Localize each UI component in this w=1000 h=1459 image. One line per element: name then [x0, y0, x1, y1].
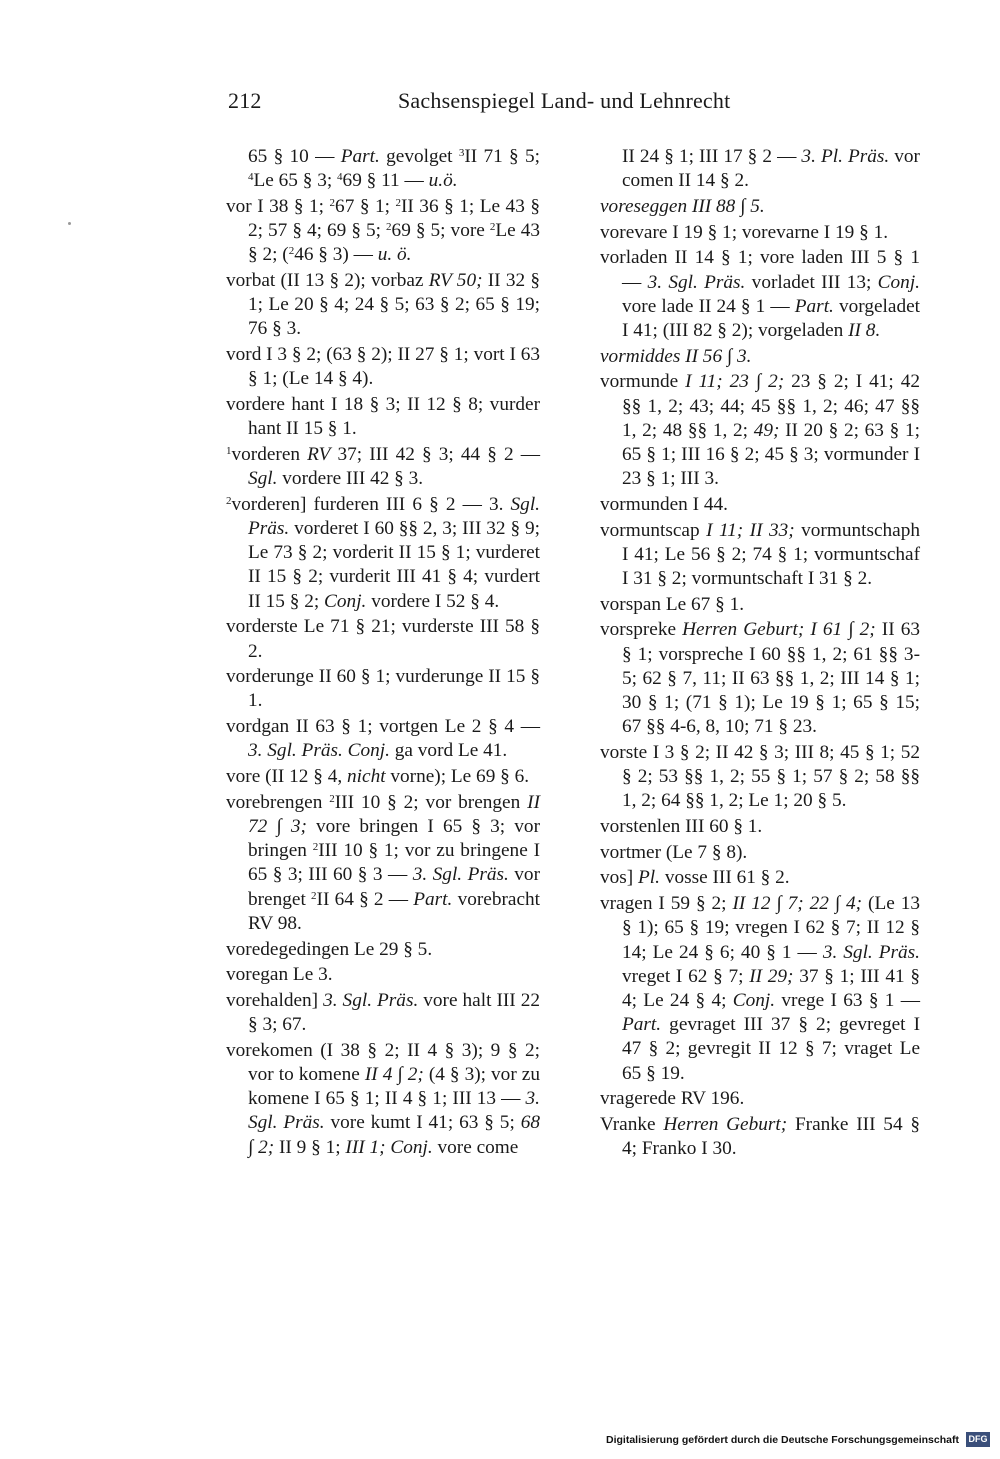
scan-speck — [68, 222, 71, 225]
page-number: 212 — [228, 88, 262, 113]
index-entry: vorbat (II 13 § 2); vorbaz RV 50; II 32 § 1; Le 20 § 4; 24 § 5; 63 § 2; 65 § 19; 76 § 3. — [226, 270, 540, 340]
index-entry: vormunden I 44. — [600, 493, 728, 515]
index-entry: voreseggen III 88 ∫ 5. — [600, 195, 765, 217]
index-entry: vordere hant I 18 § 3; II 12 § 8; vurder hant II 15 § 1. — [226, 394, 540, 440]
index-entry: vorekomen (I 38 § 2; II 4 § 3); 9 § 2; vor to komene II 4 ∫ 2; (4 § 3); vor zu komene I 65 § 1; II 4 § 1; III 13 — 3. Sgl. Präs. vore kumt I 41; 63 § 5; 68 ∫ 2; II 9 § 1; III 1; Conj. vore come — [226, 1039, 540, 1158]
index-entry: vorladen II 14 § 1; vore laden III 5 § 1 — 3. Sgl. Präs. vorladet III 13; Conj. vore lade II 24 § 1 — Part. vorgeladet I 41; (III 82 § 2); vorgeladen II 8. — [600, 247, 920, 341]
index-entry: vormunde I 11; 23 ∫ 2; 23 § 2; I 41; 42 §§ 1, 2; 43; 44; 45 §§ 1, 2; 46; 47 §§ 1, 2; 48 §§ 1, 2; 49; II 20 § 2; 63 § 1; 65 § 1; III 16 § 2; 45 § 3; vormunder I 23 § 1; III 3. — [600, 371, 920, 490]
index-entry: vorebrengen $^2$III 10 § 2; vor brengen II 72 ∫ 3; vore bringen I 65 § 3; vor bringen $^2$III 10 § 1; vor zu bringene I 65 § 3; III 60 § 3 — 3. Sgl. Präs. vor brenget $^2$II 64 § 2 — Part. vorebracht RV 98. — [226, 791, 541, 934]
index-entry: vorevare I 19 § 1; vorevarne I 19 § 1. — [600, 221, 889, 243]
index-entry: vorstenlen III 60 § 1. — [600, 815, 763, 837]
index-entry: vorderste Le 71 § 21; vurderste III 58 § 2. — [226, 616, 540, 662]
index-entry: $^1$vorderen RV 37; III 42 § 3; 44 § 2 — Sgl. vordere III 42 § 3. — [226, 443, 541, 490]
index-entry: voregan Le 3. — [226, 964, 333, 986]
dfg-logo: DFG — [966, 1432, 990, 1447]
digitization-credit: Digitalisierung gefördert durch die Deutsche Forschungsgemeinschaft — [606, 1434, 959, 1446]
index-entry: vragen I 59 § 2; II 12 ∫ 7; 22 ∫ 4; (Le 13 § 1); 65 § 19; vregen I 62 § 7; II 12 § 14; Le 24 § 6; 40 § 1 — 3. Sgl. Präs. vreget I 62 § 7; II 29; 37 § 1; III 41 § 4; Le 24 § 4; Conj. vrege I 63 § 1 — Part. gevraget III 37 § 2; gevreget I 47 § 2; gevregit II 12 § 7; vraget Le 65 § 19. — [600, 893, 920, 1084]
index-entry: vord I 3 § 2; (63 § 2); II 27 § 1; vort I 63 § 1; (Le 14 § 4). — [226, 344, 540, 390]
index-entry: vorste I 3 § 2; II 42 § 3; III 8; 45 § 1; 52 § 2; 53 §§ 1, 2; 55 § 1; 57 § 2; 58 §§ 1, 2; 64 §§ 1, 2; Le 1; 20 § 5. — [600, 741, 920, 812]
index-entry: $^2$vorderen] furderen III 6 § 2 — 3. Sgl. Präs. vorderet I 60 §§ 2, 3; III 32 § 9; Le 73 § 2; vorderit II 15 § 1; vurderet II 15 § 2; vurderit III 41 § 4; vurdert II 15 § 2; Conj. vordere I 52 § 4. — [226, 493, 540, 612]
right-column — [600, 145, 920, 1163]
running-title: Sachsenspiegel Land- und Lehnrecht — [398, 88, 731, 113]
index-entry: vordgan II 63 § 1; vortgen Le 2 § 4 — 3. Sgl. Präs. Conj. ga vord Le 41. — [226, 716, 540, 762]
index-entry: vorderunge II 60 § 1; vurderunge II 15 § 1. — [226, 666, 540, 712]
index-entry: vragerede RV 196. — [600, 1088, 745, 1110]
index-entry: Vranke Herren Geburt; Franke III 54 § 4; Franko I 30. — [600, 1113, 921, 1160]
index-entry: 65 § 10 — Part. gevolget $^3$II 71 § 5; $^4$Le 65 § 3; $^4$69 § 11 — u.ö. — [248, 146, 540, 192]
index-entry: vos] Pl. vosse III 61 § 2. — [600, 867, 790, 889]
index-entry: voredegedingen Le 29 § 5. — [226, 938, 433, 960]
index-entry: vortmer (Le 7 § 8). — [600, 841, 748, 863]
index-entry: vore (II 12 § 4, nicht vorne); Le 69 § 6. — [226, 766, 530, 788]
index-entry: II 24 § 1; III 17 § 2 — 3. Pl. Präs. vor comen II 14 § 2. — [622, 146, 920, 192]
left-column — [226, 145, 540, 1161]
index-entry: vormiddes II 56 ∫ 3. — [600, 345, 752, 367]
index-entry: vorehalden] 3. Sgl. Präs. vore halt III 22 § 3; 67. — [226, 989, 540, 1036]
index-entry: vorspreke Herren Geburt; I 61 ∫ 2; II 63 § 1; vorspreche I 60 §§ 1, 2; 61 §§ 3-5; 62 § 7, 11; II 63 §§ 1, 2; III 14 § 1; 30 § 1; (71 § 1); Le 19 § 1; 65 § 15; 67 §§ 4-6, 8, 10; 71 § 23. — [600, 619, 920, 738]
index-entry: vor I 38 § 1; $^2$67 § 1; $^2$II 36 § 1; Le 43 § 2; 57 § 4; 69 § 5; $^2$69 § 5; vore $^2$Le 43 § 2; ($^2$46 § 3) — u. ö. — [226, 195, 540, 266]
index-entry: vormuntscap I 11; II 33; vormuntschaph I 41; Le 56 § 2; 74 § 1; vormuntschaf I 31 § 2; vormuntschaft I 31 § 2. — [600, 519, 921, 589]
index-entry: vorspan Le 67 § 1. — [600, 593, 745, 615]
